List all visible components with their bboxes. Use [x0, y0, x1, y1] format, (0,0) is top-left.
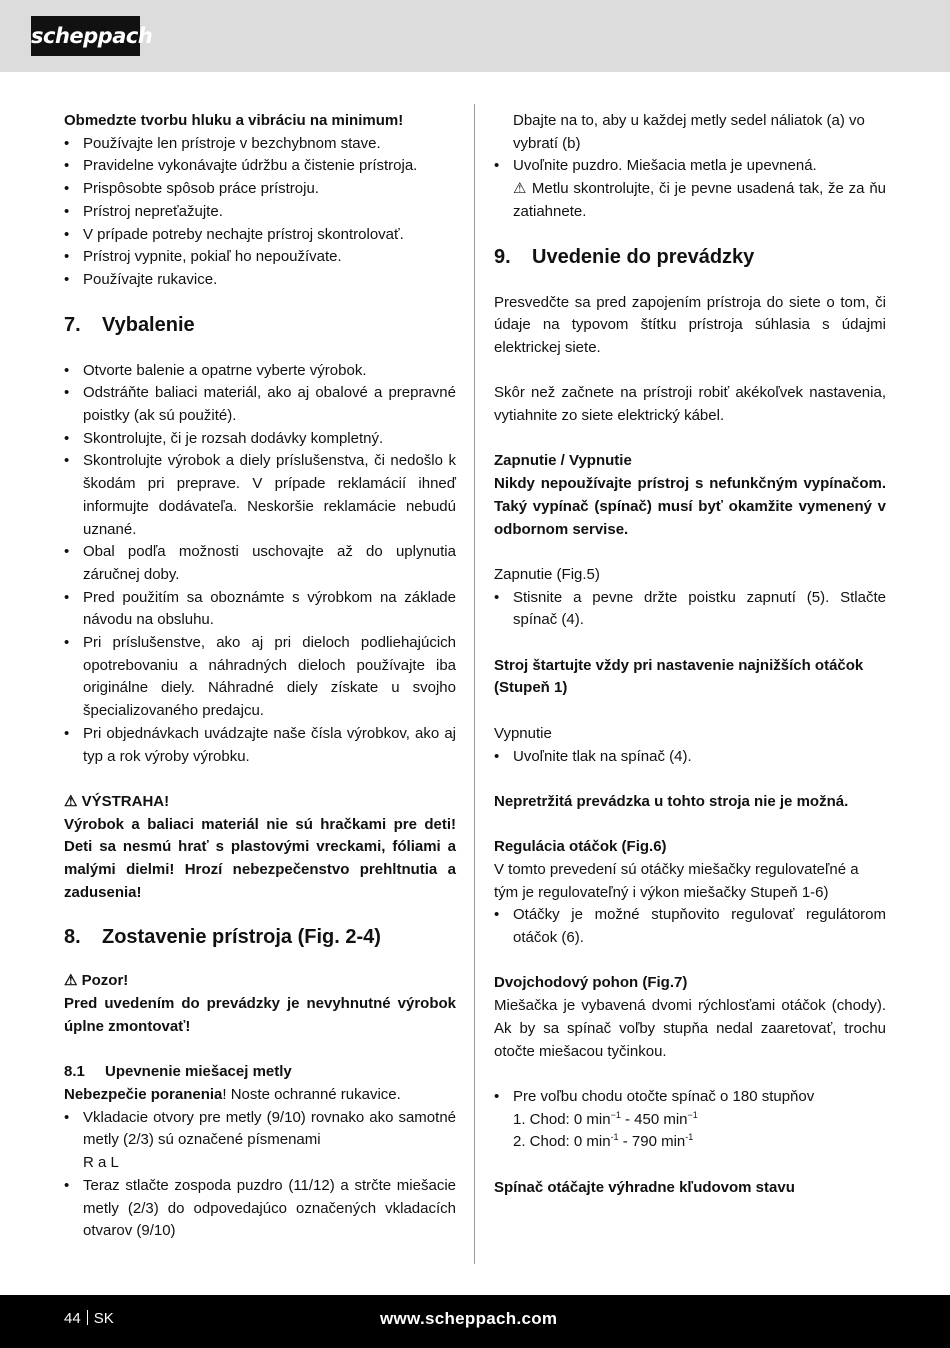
release-note: Metlu skontrolujte, či je pevne usadená tak, že za ňu zatiahnete. — [513, 180, 886, 220]
danger-rest: ! Noste ochranné rukavice. — [222, 1085, 401, 1103]
warning-title: VÝSTRAHA! — [81, 792, 170, 810]
noise-list — [64, 133, 456, 292]
warning-icon: ⚠ — [64, 792, 78, 810]
list-item: • Obal podľa možnosti uschovajte až do uplynutia záručnej doby. — [64, 541, 456, 586]
list-item-tail: R a L — [83, 1154, 119, 1172]
section-9-heading — [494, 245, 886, 269]
list-item-text: Uvoľnite puzdro. Miešacia metla je upevnená. — [513, 157, 817, 175]
list-item: • Otáčky je možné stupňovito regulovať regulátorom otáčok (6). — [494, 904, 886, 949]
list-item: • Prispôsobte spôsob práce prístroju. — [64, 178, 456, 201]
continuous-note: Nepretržitá prevádzka u tohto stroja nie je možná. — [494, 792, 849, 810]
website-link[interactable]: www.scheppach.com — [380, 1309, 558, 1328]
caution-title: Pozor! — [81, 972, 129, 990]
warning-icon: ⚠ — [513, 180, 528, 198]
list-item: • Používajte len prístroje v bezchybnom stave. — [64, 133, 456, 156]
subsection-number: 8.1 — [64, 1063, 85, 1081]
gear-1-prefix: 1. Chod: 0 min — [513, 1110, 611, 1128]
language-code: SK — [93, 1310, 114, 1327]
list-item: • Prístroj nepreťažujte. — [64, 201, 456, 224]
list-item: • Otvorte balenie a opatrne vyberte výrobok. — [64, 360, 456, 383]
caution-text: Pred uvedením do prevádzky je nevyhnutné výrobok úplne zmontovať! — [64, 995, 456, 1035]
section-8-heading — [64, 925, 456, 949]
separator — [87, 1310, 88, 1325]
list-item: • V prípade potreby nechajte prístroj skontrolovať. — [64, 224, 456, 247]
gear-2-mid: - 790 min — [618, 1133, 686, 1151]
start-note: Stroj štartujte vždy pri nastavenie najnižších otáčok (Stupeň 1) — [494, 656, 864, 697]
list-item — [494, 1086, 886, 1154]
list-item — [64, 1107, 456, 1175]
page-footer — [0, 1295, 950, 1348]
page-header — [0, 0, 950, 72]
paragraph: Presvedčte sa pred zapojením prístroja do siete o tom, či údaje na typovom štítku prístroja súhlasia s údajmi elektrickej siete. — [494, 293, 886, 356]
left-column — [64, 110, 456, 1243]
off-label: Vypnutie — [494, 724, 552, 742]
gear-1-mid: - 450 min — [620, 1110, 688, 1128]
list-item: • Pravidelne vykonávajte údržbu a čistenie prístroja. — [64, 155, 456, 178]
list-item — [494, 155, 886, 223]
warning-icon: ⚠ — [64, 972, 78, 990]
column-divider — [474, 104, 475, 1264]
list-item: • Stisnite a pevne držte poistku zapnutí (5). Stlačte spínač (4). — [494, 587, 886, 632]
section-title: Uvedenie do prevádzky — [532, 245, 755, 268]
danger-bold: Nebezpečie poranenia — [64, 1085, 223, 1103]
on-label: Zapnutie (Fig.5) — [494, 565, 600, 583]
final-note: Spínač otáčajte výhradne kľudovom stavu — [494, 1178, 795, 1196]
scheppach-logo: scheppach — [31, 16, 140, 56]
page-number-value: 44 — [64, 1310, 81, 1327]
list-item: • Uvoľnite tlak na spínač (4). — [494, 746, 886, 769]
drive-title: Dvojchodový pohon (Fig.7) — [494, 974, 688, 992]
drive-text: Miešačka je vybavená dvomi rýchlosťami otáčok (chody). Ak by sa spínač voľby stupňa nedal zaaretovať, trochu otočte miešacou tyčinkou. — [494, 997, 886, 1060]
gear-2-prefix: 2. Chod: 0 min — [513, 1133, 611, 1151]
list-item: • Skontrolujte výrobok a diely príslušenstva, či nedošlo k škodám pri preprave. V prípade reklamácií ihneď informujte dodávateľa. Neskoršie reklamácie nebudú uznané. — [64, 450, 456, 541]
caution-heading — [64, 970, 456, 993]
danger-note — [64, 1084, 456, 1107]
list-item-text: Pre voľbu chodu otočte spínač o 180 stupňov — [513, 1087, 815, 1105]
speed-list — [494, 904, 886, 949]
switch-warning: Nikdy nepoužívajte prístroj s nefunkčným vypínačom. Taký vypínač (spínač) musí byť okamžite vymenený v odbornom servise. — [494, 475, 886, 538]
section-number: 9. — [494, 245, 511, 268]
mounting-list — [64, 1107, 456, 1243]
section-title: Zostavenie prístroja (Fig. 2-4) — [102, 926, 381, 949]
section-number: 8. — [64, 926, 81, 949]
section-number: 7. — [64, 313, 81, 336]
gear-2-sup-a: -1 — [610, 1132, 619, 1143]
on-list — [494, 587, 886, 632]
drive-list — [494, 1086, 886, 1154]
continued-text: Dbajte na to, aby u každej metly sedel náliatok (a) vo vybratí (b) — [513, 112, 865, 152]
list-item: • Prístroj vypnite, pokiaľ ho nepoužívate. — [64, 246, 456, 269]
warning-text: Výrobok a baliaci materiál nie sú hračkami pre deti! Deti sa nesmú hrať s plastovými vreckami, fóliami a malými dielmi! Hrozí nebezpečenstvo prehltnutia a zadusenia! — [64, 815, 456, 901]
list-item-text: Vkladacie otvory pre metly (9/10) rovnako ako samotné metly (2/3) sú označené písmenami — [83, 1108, 456, 1149]
list-item: • Pri objednávkach uvádzajte naše čísla výrobkov, ako aj typ a rok výroby výrobku. — [64, 723, 456, 768]
speed-text: V tomto prevedení sú otáčky miešačky regulovateľné a tým je regulovateľný i výkon miešačky Stupeň 1-6) — [494, 860, 859, 901]
speed-title: Regulácia otáčok (Fig.6) — [494, 838, 667, 856]
subsection-8-1-heading — [64, 1061, 456, 1084]
list-item: • Používajte rukavice. — [64, 269, 456, 292]
list-item: • Teraz stlačte zospoda puzdro (11/12) a strčte miešacie metly (2/3) do odpovedajúco označených vkladacích otvarov (9/10) — [64, 1175, 456, 1243]
noise-title: Obmedzte tvorbu hluku a vibráciu na minimum! — [64, 112, 404, 129]
right-column — [494, 110, 886, 1199]
section-7-heading — [64, 313, 456, 337]
unpacking-list — [64, 360, 456, 769]
gear-1-sup-b: −1 — [687, 1109, 698, 1120]
off-list — [494, 746, 886, 769]
gear-2-sup-b: -1 — [685, 1132, 694, 1143]
gear-1-sup-a: −1 — [610, 1109, 621, 1120]
subsection-title: Upevnenie miešacej metly — [105, 1063, 292, 1081]
page-number — [64, 1295, 114, 1343]
list-item: • Pred použitím sa oboznámte s výrobkom na základe návodu na obsluhu. — [64, 587, 456, 632]
gear-1-line — [513, 1111, 698, 1128]
gear-2-line — [513, 1133, 693, 1150]
list-item: • Skontrolujte, či je rozsah dodávky kompletný. — [64, 428, 456, 451]
list-item: • Pri príslušenstve, ako aj pri dieloch podliehajúcich opotrebovaniu a náhradných dieloch používajte iba originálne diely. Náhradné diely získate u svojho špecializovaného predajcu. — [64, 632, 456, 723]
section-title: Vybalenie — [102, 313, 195, 336]
release-list — [494, 155, 886, 223]
paragraph: Skôr než začnete na prístroji robiť akékoľvek nastavenia, vytiahnite zo siete elektrický kábel. — [494, 384, 886, 425]
switch-title: Zapnutie / Vypnutie — [494, 452, 632, 470]
list-item: • Odstráňte baliaci materiál, ako aj obalové a prepravné poistky (ak sú použité). — [64, 382, 456, 427]
warning-heading — [64, 791, 456, 814]
